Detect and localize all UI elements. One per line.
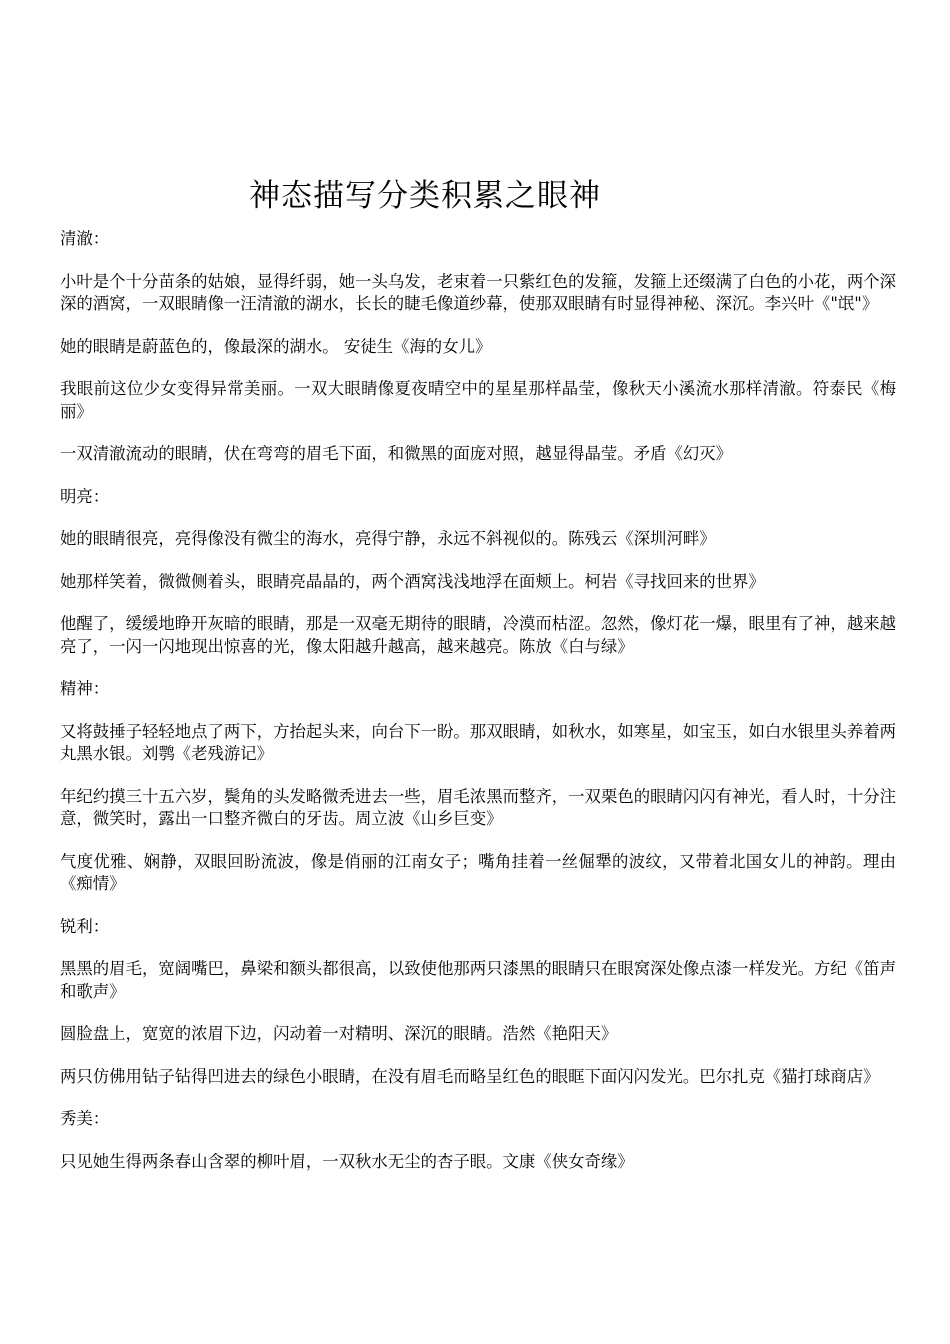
paragraph: 她那样笑着，微微侧着头，眼睛亮晶晶的，两个酒窝浅浅地浮在面颊上。柯岩《寻找回来的世界》 (60, 571, 765, 591)
paragraph: 一双清澈流动的眼睛，伏在弯弯的眉毛下面，和微黑的面庞对照，越显得晶莹。矛盾《幻灭》 (60, 444, 733, 463)
section-heading-bright: 明亮： (60, 486, 110, 506)
paragraph: 圆脸盘上，宽宽的浓眉下边，闪动着一对精明、深沉的眼睛。浩然《艳阳天》 (60, 1024, 618, 1043)
page-title: 神态描写分类积累之眼神 (249, 178, 601, 214)
paragraph: 她的眼睛是蔚蓝色的，像最深的湖水。 安徒生《海的女儿》 (60, 336, 492, 356)
paragraph: 气度优雅、娴静，双眼回盼流波，像是俏丽的江南女子；嘴角挂着一丝倔犟的波纹，又带着北国女儿的神韵。理由《痴情》 (60, 851, 896, 893)
paragraph: 黑黑的眉毛，宽阔嘴巴，鼻梁和额头都很高，以致使他那两只漆黑的眼睛只在眼窝深处像点漆一样发光。方纪《笛声和歌声》 (60, 959, 896, 1001)
paragraph: 小叶是个十分苗条的姑娘，显得纤弱，她一头乌发，老束着一只紫红色的发箍，发箍上还缀满了白色的小花，两个深深的酒窝，一双眼睛像一汪清澈的湖水，长长的睫毛像道纱幕，使那双眼睛有时显得神秘、深沉。李兴叶《"氓"》 (60, 271, 896, 313)
section-heading-sharp: 锐利： (60, 916, 110, 936)
document-body (60, 228, 896, 1193)
paragraph: 我眼前这位少女变得异常美丽。一双大眼睛像夏夜晴空中的星星那样晶莹，像秋天小溪流水那样清澈。符泰民《梅丽》 (60, 379, 896, 421)
paragraph: 她的眼睛很亮，亮得像没有微尘的海水，亮得宁静，永远不斜视似的。陈残云《深圳河畔》 (60, 529, 716, 548)
section-heading-spirited: 精神： (60, 679, 110, 698)
paragraph: 又将鼓捶子轻轻地点了两下，方抬起头来，向台下一盼。那双眼睛，如秋水，如寒星，如宝玉，如白水银里头养着两丸黑水银。刘鹗《老残游记》 (60, 721, 896, 763)
section-heading-clear: 清澈： (60, 229, 110, 248)
paragraph: 两只仿佛用钻子钻得凹进去的绿色小眼睛，在没有眉毛而略呈红色的眼眶下面闪闪发光。巴尔扎克《猫打球商店》 (60, 1066, 880, 1086)
paragraph: 他醒了，缓缓地睁开灰暗的眼睛，那是一双毫无期待的眼睛，冷漠而枯涩。忽然，像灯花一爆，眼里有了神，越来越亮了，一闪一闪地现出惊喜的光，像太阳越升越高，越来越亮。陈放《白与绿》 (60, 614, 896, 656)
section-heading-beautiful: 秀美： (60, 1109, 110, 1128)
paragraph: 只见她生得两条春山含翠的柳叶眉，一双秋水无尘的杏子眼。文康《侠女奇缘》 (60, 1151, 634, 1171)
paragraph: 年纪约摸三十五六岁，鬓角的头发略微秃进去一些，眉毛浓黑而整齐，一双栗色的眼睛闪闪有神光，看人时，十分注意，微笑时，露出一口整齐微白的牙齿。周立波《山乡巨变》 (60, 786, 896, 828)
